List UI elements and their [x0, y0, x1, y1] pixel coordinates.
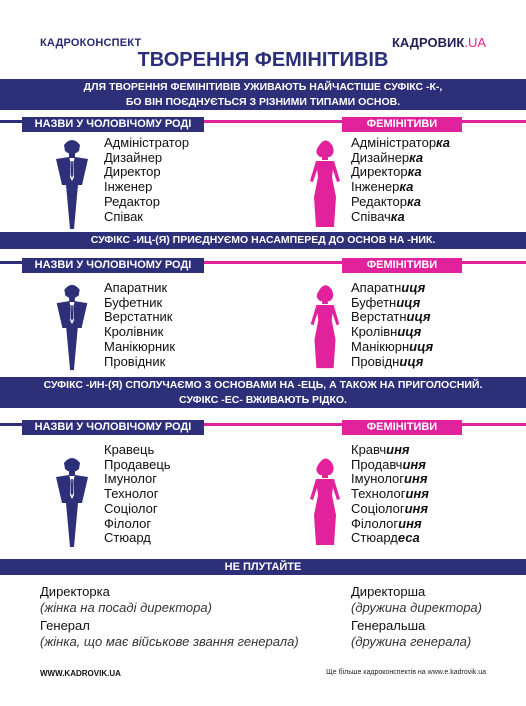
- list-item: [351, 195, 450, 210]
- word-suffix: еса: [397, 530, 420, 546]
- male-list-1: [104, 136, 189, 224]
- fem-label-stripe-right: [462, 120, 526, 123]
- list-item: [351, 487, 429, 502]
- list-item: [351, 281, 433, 296]
- word-stem: Провідн: [351, 353, 400, 369]
- list-item: Інженер: [104, 179, 153, 195]
- list-item: [351, 210, 450, 225]
- note-item: [351, 584, 482, 616]
- list-item: [351, 355, 433, 370]
- rule-band-3-line1: СУФІКС -ИН-(Я) СПОЛУЧАЄМО З ОСНОВАМИ НА -ЕЦЬ, А ТАКОЖ НА ПРИГОЛОСНИЙ.: [43, 378, 483, 391]
- word-suffix: ка: [409, 149, 424, 165]
- word-stem: Манікюрн: [351, 338, 410, 354]
- note-item: [40, 618, 299, 650]
- rule-band-1-line1: ДЛЯ ТВОРЕННЯ ФЕМІНІТИВІВ УЖИВАЮТЬ НАЙЧАСТІШЕ СУФІКС -К-,: [83, 80, 443, 93]
- rule-band-1-line2: БО ВІН ПОЄДНУЄТЬСЯ З РІЗНИМИ ТИПАМИ ОСНОВ.: [125, 95, 401, 108]
- list-item: Технолог: [104, 486, 159, 502]
- female-figure-icon: [306, 282, 344, 372]
- word-suffix: иця: [406, 309, 431, 325]
- word-suffix: иня: [386, 442, 410, 457]
- list-item: Продавець: [104, 456, 171, 472]
- note-item: [40, 584, 212, 616]
- rule-band-3: [0, 377, 526, 408]
- footer-promo-text: Ще більше кадроконспектів на www.e.kadrovik.ua: [326, 669, 486, 676]
- note-explanation: (жінка на посаді директора): [40, 600, 212, 615]
- list-item: Редактор: [104, 193, 160, 209]
- fem-label-stripe: [204, 261, 342, 264]
- brand-right-suffix: .UA: [464, 35, 486, 50]
- male-label-3: НАЗВИ У ЧОЛОВІЧОМУ РОДІ: [22, 420, 204, 435]
- brand-right-main: КАДРОВИК: [391, 35, 465, 50]
- list-item: Соціолог: [104, 500, 158, 516]
- male-figure-icon: [52, 455, 92, 549]
- word-stem: Соціолог: [351, 500, 405, 516]
- male-figure-icon: [52, 282, 92, 372]
- list-item: [351, 340, 433, 355]
- male-label-stripe: [0, 120, 22, 123]
- page-title: ТВОРЕННЯ ФЕМІНІТИВІВ: [137, 49, 389, 71]
- fem-label-stripe: [204, 120, 342, 123]
- word-stem: Адміністратор: [351, 135, 437, 150]
- word-stem: Співач: [351, 208, 391, 224]
- fem-label-stripe-right: [462, 261, 526, 264]
- male-label-stripe: [0, 423, 22, 426]
- list-item: Буфетник: [104, 294, 163, 310]
- word-suffix: иня: [404, 471, 428, 487]
- word-suffix: ка: [390, 208, 405, 224]
- word-suffix: иня: [405, 486, 429, 502]
- list-item: [351, 517, 429, 532]
- brand-right-logo: [392, 35, 486, 50]
- word-stem: Стюард: [351, 530, 398, 546]
- male-label-1: НАЗВИ У ЧОЛОВІЧОМУ РОДІ: [22, 117, 204, 132]
- brand-left-logo: КАДРОКОНСПЕКТ: [40, 37, 142, 49]
- word-suffix: ка: [399, 179, 414, 195]
- fem-list-3: [351, 443, 429, 546]
- note-word: Директорша: [351, 584, 426, 599]
- word-stem: Кролівн: [351, 324, 398, 340]
- note-word: Генерал: [40, 618, 90, 633]
- list-item: Дизайнер: [104, 149, 163, 165]
- list-item: [351, 472, 429, 487]
- fem-label-stripe: [204, 423, 342, 426]
- list-item: Кролівник: [104, 324, 164, 340]
- word-suffix: ка: [436, 135, 451, 150]
- list-item: Стюард: [104, 530, 151, 546]
- rule-band-2-line1: СУФІКС -ИЦ-(Я) ПРИЄДНУЄМО НАСАМПЕРЕД ДО ОСНОВ НА -НИК.: [90, 234, 436, 246]
- footer-website-link[interactable]: WWW.KADROVIK.UA: [40, 669, 121, 678]
- word-suffix: иня: [398, 515, 422, 531]
- word-stem: Філолог: [351, 515, 399, 531]
- note-explanation: (дружина генерала): [351, 634, 472, 649]
- word-suffix: ка: [407, 164, 422, 180]
- word-stem: Кравч: [351, 442, 387, 457]
- rule-band-1: [0, 79, 526, 110]
- word-stem: Верстатн: [351, 309, 407, 325]
- list-item: [351, 180, 450, 195]
- list-item: [351, 531, 429, 546]
- word-stem: Дизайнер: [351, 149, 410, 165]
- word-stem: Апаратн: [351, 280, 402, 295]
- word-stem: Директор: [351, 164, 408, 180]
- word-stem: Технолог: [351, 486, 406, 502]
- fem-list-2: [351, 281, 433, 369]
- male-list-3: [104, 443, 171, 546]
- female-figure-icon: [306, 455, 344, 549]
- rule-band-3-line2: СУФІКС -ЕС- ВЖИВАЮТЬ РІДКО.: [179, 393, 347, 406]
- female-figure-icon: [306, 137, 344, 231]
- male-label-2: НАЗВИ У ЧОЛОВІЧОМУ РОДІ: [22, 258, 204, 273]
- list-item: Верстатник: [104, 309, 173, 325]
- word-stem: Інженер: [351, 179, 400, 195]
- word-suffix: иця: [397, 324, 422, 340]
- note-word: Генеральша: [351, 618, 426, 633]
- male-figure-icon: [52, 137, 92, 231]
- fem-label-1: ФЕМІНІТИВИ: [342, 117, 462, 132]
- list-item: [351, 458, 429, 473]
- list-item: [351, 310, 433, 325]
- list-item: [351, 325, 433, 340]
- fem-label-2: ФЕМІНІТИВИ: [342, 258, 462, 273]
- fem-list-1: [351, 136, 450, 224]
- list-item: Співак: [104, 208, 143, 224]
- header: [0, 0, 526, 80]
- list-item: Кравець: [104, 442, 155, 457]
- rule-band-2: [0, 232, 526, 249]
- list-item: Манікюрник: [104, 338, 176, 354]
- do-not-confuse-band: НЕ ПЛУТАЙТЕ: [0, 559, 526, 575]
- list-item: [351, 296, 433, 311]
- list-item: Філолог: [104, 515, 152, 531]
- list-item: Провідник: [104, 353, 166, 369]
- note-explanation: (дружина директора): [351, 600, 482, 615]
- word-stem: Буфетн: [351, 294, 397, 310]
- word-suffix: иця: [401, 280, 426, 295]
- list-item: [351, 151, 450, 166]
- word-suffix: иця: [396, 294, 421, 310]
- fem-label-stripe-right: [462, 423, 526, 426]
- word-stem: Редактор: [351, 193, 407, 209]
- male-label-stripe: [0, 261, 22, 264]
- note-word: Директорка: [40, 584, 110, 599]
- word-suffix: иця: [409, 338, 434, 354]
- list-item: [351, 502, 429, 517]
- list-item: Адміністратор: [104, 135, 190, 150]
- male-list-2: [104, 281, 175, 369]
- list-item: [351, 443, 429, 458]
- list-item: Директор: [104, 164, 161, 180]
- list-item: [351, 136, 450, 151]
- word-suffix: иня: [404, 500, 429, 516]
- fem-label-3: ФЕМІНІТИВИ: [342, 420, 462, 435]
- word-suffix: иня: [402, 456, 426, 472]
- word-suffix: иця: [399, 353, 424, 369]
- note-item: [351, 618, 471, 650]
- word-stem: Продавч: [351, 456, 403, 472]
- list-item: Імунолог: [104, 471, 158, 487]
- word-stem: Імунолог: [351, 471, 405, 487]
- note-explanation: (жінка, що має військове звання генерала): [40, 634, 299, 649]
- word-suffix: ка: [406, 193, 421, 209]
- list-item: [351, 165, 450, 180]
- list-item: Апаратник: [104, 280, 168, 295]
